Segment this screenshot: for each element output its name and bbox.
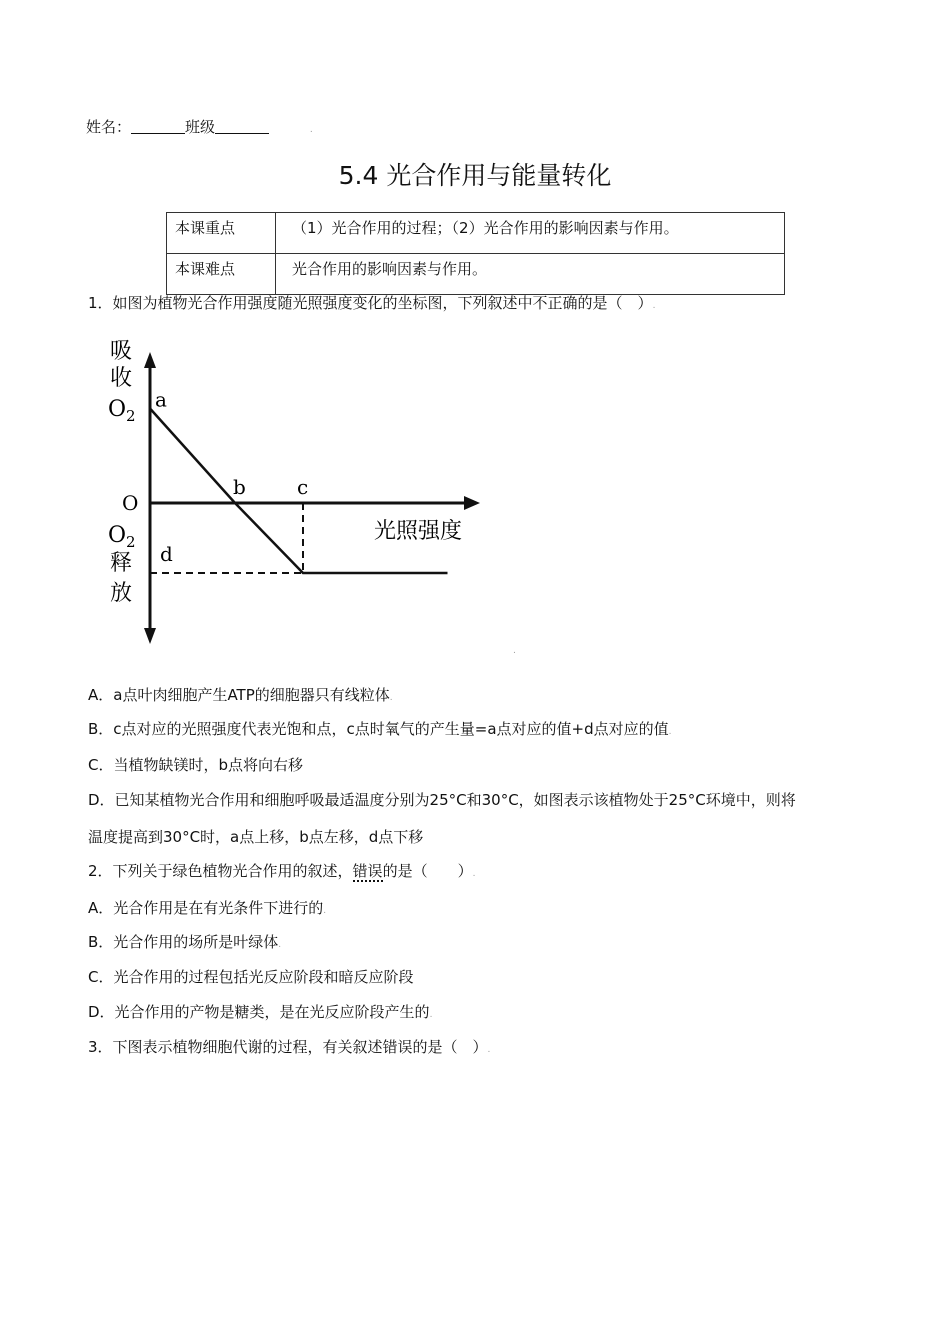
point-label-b: b	[233, 475, 246, 499]
q1-option-d-cont: 温度提高到30°C时，a点上移，b点左移，d点下移	[88, 828, 424, 846]
q1-option-d[interactable]: D．已知某植物光合作用和细胞呼吸最适温度分别为25°C和30°C，如图表示该植物处于25°C环境中，则将	[88, 791, 796, 809]
y-label-o2-top: $O_2$	[108, 397, 136, 425]
photosynthesis-light-chart	[100, 330, 500, 650]
x-axis-label: 光照强度	[374, 519, 463, 544]
difficulty-value: 光合作用的影响因素与作用。	[276, 254, 785, 295]
origin-label: O	[122, 491, 139, 515]
question-1-stem: 1．如图为植物光合作用强度随光照强度变化的坐标图，下列叙述中不正确的是（ ）.	[88, 294, 656, 312]
q1-option-a[interactable]: A．a点叶肉细胞产生ATP的细胞器只有线粒体.	[88, 686, 393, 704]
point-label-a: a	[155, 387, 167, 412]
y-label-absorb-2: 收	[110, 366, 133, 391]
name-class-line: 姓名： 班级 .	[86, 118, 313, 136]
table-row	[167, 213, 785, 254]
q2-option-a[interactable]: A．光合作用是在有光条件下进行的.	[88, 899, 327, 917]
table-row	[167, 254, 785, 295]
y-label-release-2: 放	[110, 581, 133, 606]
page-title: 5.4 光合作用与能量转化	[338, 161, 612, 190]
q2-option-c[interactable]: C．光合作用的过程包括光反应阶段和暗反应阶段	[88, 968, 414, 986]
point-label-d: d	[160, 542, 173, 566]
q2-option-d[interactable]: D．光合作用的产物是糖类，是在光反应阶段产生的.	[88, 1003, 433, 1021]
emphasis-word: 错误	[352, 862, 383, 880]
name-blank[interactable]	[131, 119, 185, 134]
focus-value: （1）光合作用的过程；（2）光合作用的影响因素与作用。	[276, 213, 785, 254]
y-label-o2-bottom: $O_2$	[108, 523, 136, 551]
q2-option-b[interactable]: B．光合作用的场所是叶绿体.	[88, 933, 282, 951]
difficulty-key: 本课难点	[167, 254, 276, 295]
q1-option-c[interactable]: C．当植物缺镁时，b点将向右移	[88, 756, 303, 774]
y-label-release-1: 释	[110, 551, 133, 576]
focus-key: 本课重点	[167, 213, 276, 254]
question-2-stem: 2．下列关于绿色植物光合作用的叙述，错误的是（ ）.	[88, 862, 476, 880]
y-label-absorb-1: 吸	[110, 339, 133, 364]
point-label-c: c	[297, 475, 309, 499]
q1-option-b[interactable]: B．c点对应的光照强度代表光饱和点，c点时氧气的产生量=a点对应的值+d点对应的值.	[88, 720, 672, 738]
class-label: 班级	[185, 118, 216, 136]
lesson-focus-table	[166, 212, 785, 295]
question-3-stem: 3．下图表示植物细胞代谢的过程，有关叙述错误的是（ ）.	[88, 1038, 491, 1056]
class-blank[interactable]	[215, 119, 269, 134]
x-axis-arrow	[464, 496, 480, 510]
y-axis-arrow-bottom	[144, 628, 156, 644]
y-axis-arrow-top	[144, 352, 156, 368]
name-label: 姓名：	[86, 118, 132, 136]
